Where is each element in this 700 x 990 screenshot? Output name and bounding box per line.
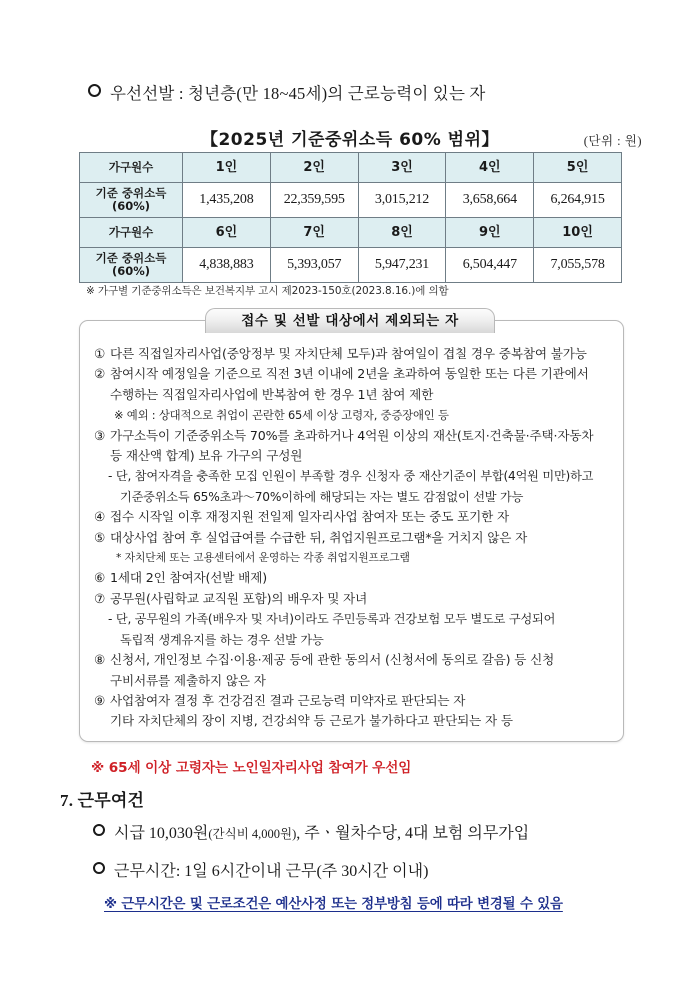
row-header-income-line1: 기준 중위소득 [95,251,167,266]
exclusion-item-note: * 자치단체 또는 고용센터에서 운영하는 각종 취업지원프로그램 [116,551,410,565]
wage-snack-allowance: (간식비 4,000원) [208,827,297,841]
row-header-income-1 [80,183,183,218]
exclusion-item-number: ⑦ [94,590,106,606]
col-header-2: 2인 [270,153,358,183]
table-row [80,153,622,183]
section-7-number: 7. [60,791,74,810]
exclusion-item-note: 기준중위소득 65%초과～70%이하에 해당되는 자는 별도 감점없이 선발 가능 [120,489,524,504]
row-header-income-line2: (60%) [111,199,151,213]
col-header-5: 5인 [534,153,622,183]
exclusion-item-note: - 단, 참여자격을 충족한 모집 인원이 부족할 경우 신청자 중 재산기준이 부합(4억원 미만)하고 [108,469,594,484]
exclusion-item [94,344,614,364]
exclusion-item-note: - 단, 공무원의 가족(배우자 및 자녀)이라도 주민등록과 건강보험 모두 별도로 구성되어 [108,612,556,627]
work-hours-line [93,858,428,881]
income-value-6: 4,838,883 [183,248,271,283]
exclusion-item-text: 신청서, 개인정보 수집·이용·제공 등에 관한 동의서 (신청서에 동의로 갈음) 등 신청 [110,652,555,668]
exclusion-item [94,589,614,609]
work-hours-label: 근무시간: [114,863,181,880]
income-value-8: 5,947,231 [358,248,446,283]
exclusion-criteria-list [94,344,614,732]
income-table-title: 【2025년 기준중위소득 60% 범위】 [200,130,500,150]
exclusion-item-text: 참여시작 예정일을 기준으로 직전 3년 이내에 2년을 초과하여 동일한 또는 다른 기관에서 [110,366,589,382]
row-header-household-1: 가구원수 [80,153,183,183]
income-value-3: 3,015,212 [358,183,446,218]
exclusion-item-text: 대상사업 참여 후 실업급여를 수급한 뒤, 취업지원프로그램*을 거치지 않은 자 [110,529,528,545]
work-hours-value: 1일 6시간이내 근무(주 30시간 이내) [184,863,429,880]
circle-bullet-icon [93,862,105,874]
wage-rest: , 주ㆍ월차수당, 4대 보험 의무가입 [296,825,530,842]
wage-main: 시급 10,030원 [114,825,209,842]
row-header-income-2 [80,248,183,283]
exclusion-item-number: ⑨ [94,692,106,708]
income-value-9: 6,504,447 [446,248,534,283]
elderly-priority-notice: ※ 65세 이상 고령자는 노인일자리사업 참여가 우선임 [91,760,412,776]
col-header-6: 6인 [183,218,271,248]
income-table [79,152,622,283]
col-header-9: 9인 [446,218,534,248]
exclusion-item-number: ① [94,346,106,361]
col-header-10: 10인 [534,218,622,248]
section-7-title: 근무여건 [77,791,145,810]
exclusion-criteria-banner: 접수 및 선발 대상에서 제외되는 자 [205,308,495,333]
wage-line [93,820,529,843]
income-value-5: 6,264,915 [534,183,622,218]
exclusion-item-note: ※ 예외 : 상대적으로 취업이 곤란한 65세 이상 고령자, 중증장애인 등 [114,408,449,423]
col-header-8: 8인 [358,218,446,248]
section-7-heading [60,786,144,811]
priority-selection-line [88,80,486,104]
col-header-7: 7인 [270,218,358,248]
circle-bullet-icon [93,824,105,836]
exclusion-item [94,568,614,588]
exclusion-item [94,528,614,548]
table-row [80,248,622,283]
exclusion-item-number: ④ [94,509,106,525]
work-conditions-change-notice: ※ 근무시간은 및 근로조건은 예산사정 또는 정부방침 등에 따라 변경될 수 있음 [104,897,563,912]
exclusion-item [94,691,614,711]
income-value-2: 22,359,595 [270,183,358,218]
row-header-income-line2: (60%) [111,264,151,278]
col-header-4: 4인 [446,153,534,183]
exclusion-item [94,426,614,446]
exclusion-item-text: 가구소득이 기준중위소득 70%를 초과하거나 4억원 이상의 재산(토지·건축물·주택·자동차 [110,427,594,443]
exclusion-item-text: 다른 직접일자리사업(중앙정부 및 자치단체 모두)과 참여일이 겹칠 경우 중복참여 불가능 [110,346,587,361]
exclusion-item [94,650,614,670]
exclusion-item-text-continued: 수행하는 직접일자리사업에 반복참여 한 경우 1년 참여 제한 [110,386,434,402]
exclusion-item-text: 사업참여자 결정 후 건강검진 결과 근로능력 미약자로 판단되는 자 [110,692,466,708]
row-header-household-2: 가구원수 [80,218,183,248]
row-header-income-line1: 기준 중위소득 [95,186,167,201]
exclusion-item-number: ⑤ [94,529,106,545]
exclusion-item-text-continued: 기타 자치단체의 장이 지병, 건강쇠약 등 근로가 불가하다고 판단되는 자 등 [110,713,513,729]
exclusion-item-number: ⑧ [94,652,106,668]
exclusion-item-note: 독립적 생계유지를 하는 경우 선발 가능 [120,632,324,647]
priority-selection-text: 우선선발 : 청년층(만 18~45세)의 근로능력이 있는 자 [110,84,486,103]
table-row [80,218,622,248]
exclusion-item [94,507,614,527]
col-header-3: 3인 [358,153,446,183]
income-value-1: 1,435,208 [183,183,271,218]
exclusion-item-number: ③ [94,427,106,443]
exclusion-item [94,364,614,384]
income-value-10: 7,055,578 [534,248,622,283]
exclusion-item-text: 공무원(사립학교 교직원 포함)의 배우자 및 자녀 [110,590,368,606]
income-table-unit-note: (단위 : 원) [583,134,642,148]
circle-bullet-icon [88,84,101,97]
table-row [80,183,622,218]
income-value-4: 3,658,664 [446,183,534,218]
income-table-footnote: ※ 가구별 기준중위소득은 보건복지부 고시 제2023-150호(2023.8.16.)에 의함 [86,285,449,297]
exclusion-item-number: ⑥ [94,570,106,586]
exclusion-item-text-continued: 구비서류를 제출하지 않은 자 [110,672,266,688]
exclusion-item-text: 접수 시작일 이후 재정지원 전일제 일자리사업 참여자 또는 중도 포기한 자 [110,509,509,525]
income-value-7: 5,393,057 [270,248,358,283]
exclusion-item-text: 1세대 2인 참여자(선발 배제) [110,570,267,586]
col-header-1: 1인 [183,153,271,183]
exclusion-item-text-continued: 등 재산액 합계) 보유 가구의 구성원 [110,448,303,464]
exclusion-item-number: ② [94,366,106,382]
